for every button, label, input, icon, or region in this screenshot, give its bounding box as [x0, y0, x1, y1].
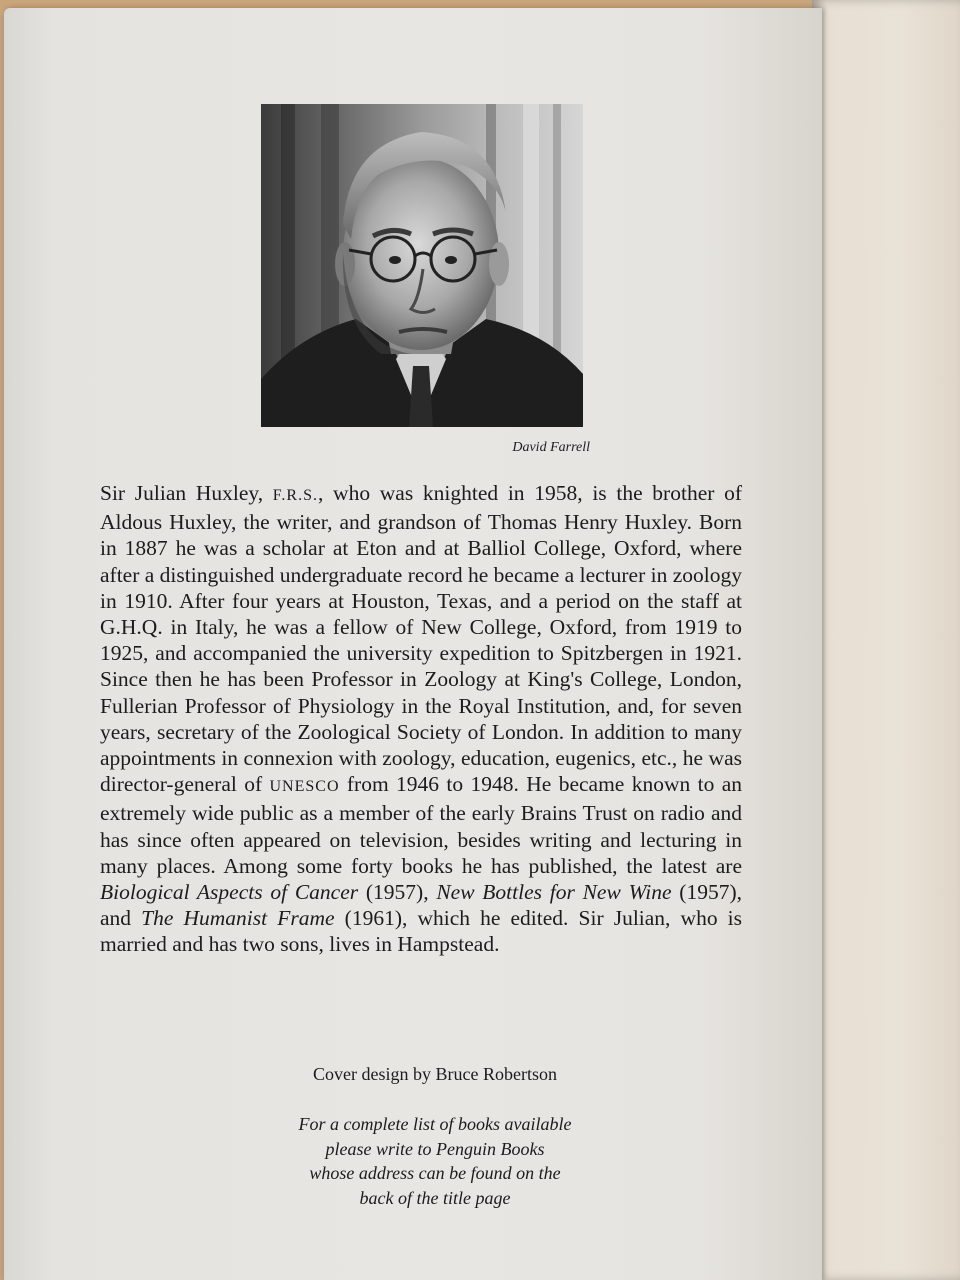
order-note-line: please write to Penguin Books	[325, 1138, 545, 1159]
bio-text-5: (1957), and	[100, 880, 743, 931]
bio-text-6: (1961), which he edited. Sir Julian, who is married and has two sons, lives in Hampstead.	[100, 906, 743, 957]
order-note-line: whose address can be found on the	[309, 1163, 561, 1183]
bio-text-3: from 1946 to 1948. He became known to an extremely wide public as a member of the early Brains Trust on radio and has since often appeared on television, besides writing and lecturing in many places. Among some forty books he has published, the latest are	[100, 772, 742, 878]
order-note-line: back of the title page	[359, 1187, 511, 1208]
adjacent-page	[812, 0, 960, 1280]
author-portrait	[261, 104, 583, 427]
book-title-3: The Humanist Frame	[141, 906, 335, 931]
order-note-line: For a complete list of books available	[298, 1114, 572, 1134]
book-title-2: New Bottles for New Wine	[436, 880, 672, 905]
order-note	[200, 1112, 670, 1210]
bio-text-4: (1957),	[358, 880, 437, 905]
bio-text-1: Sir Julian Huxley,	[100, 481, 273, 505]
frs-abbreviation: F.R.S.	[272, 487, 318, 504]
photo-credit: David Farrell	[512, 440, 590, 455]
bio-text-2: , who was knighted in 1958, is the brother of Aldous Huxley, the writer, and grandson of Thomas Henry Huxley. Born in 1887 he was a scholar at Eton and at Balliol College, Oxford, where after a distinguished undergraduate record he became a lecturer in zoology in 1910. After four years at Houston, Texas, and a period on the staff at G.H.Q. in Italy, he was a fellow of New College, Oxford, from 1919 to 1925, and accompanied the university expedition to Spitzbergen in 1921. Since then he has been Professor in Zoology at King's College, London, Fullerian Professor of Physiology in the Royal Institution, and, for seven years, secretary of the Zoological Society of London. In addition to many appointments in connexion with zoology, education, eugenics, etc., he was director-general of	[100, 481, 742, 797]
author-biography	[100, 480, 742, 958]
biography-paragraph	[100, 480, 742, 958]
cover-design-credit: Cover design by Bruce Robertson	[313, 1064, 557, 1084]
book-title-1: Biological Aspects of Cancer	[100, 880, 359, 905]
portrait-image	[261, 104, 583, 427]
unesco-abbreviation: UNESCO	[269, 778, 340, 796]
